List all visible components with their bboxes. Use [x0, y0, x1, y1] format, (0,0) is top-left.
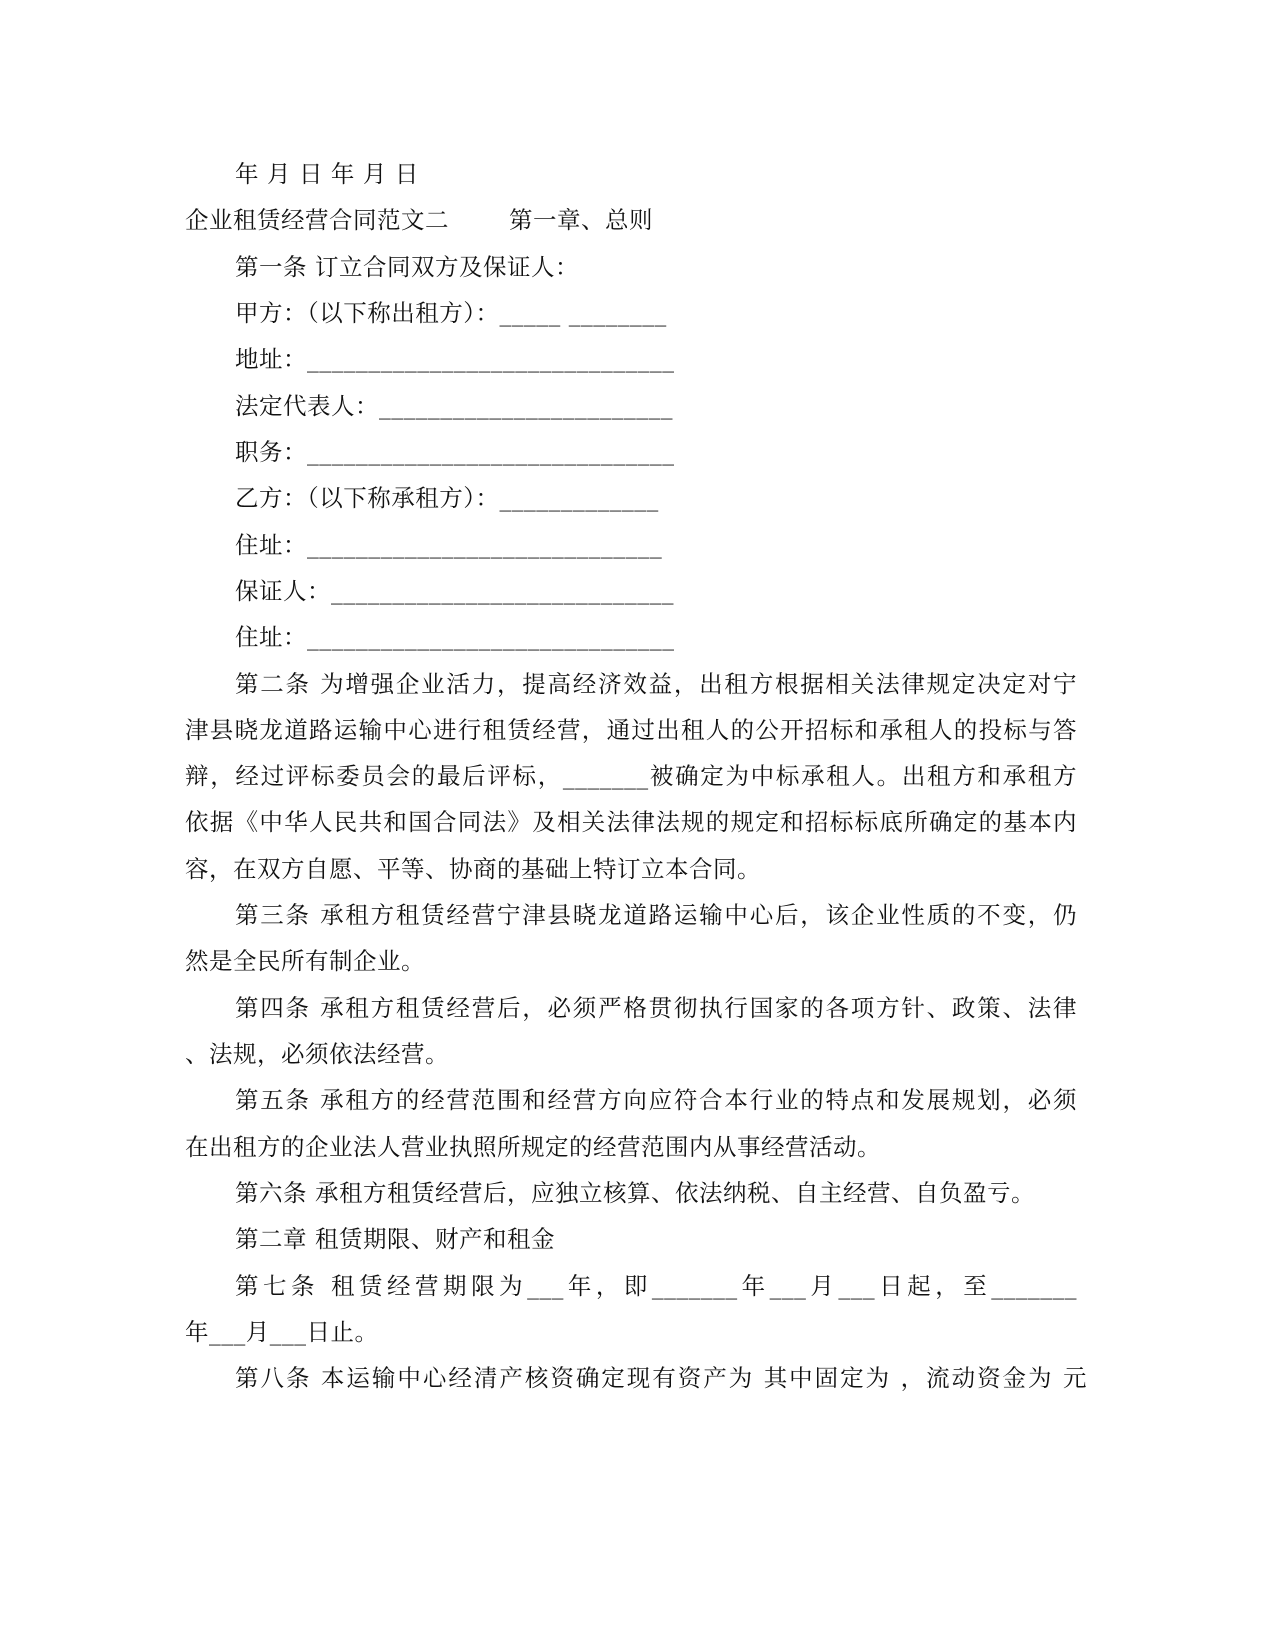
legal-rep-line: 法定代表人：________________________: [235, 392, 673, 420]
article2-line4: 依据《中华人民共和国合同法》及相关法律法规的规定和招标标底所确定的基本内: [185, 808, 1077, 836]
article7-line2: 年___月___日止。: [185, 1318, 379, 1346]
article2-line1: 第二条 为增强企业活力，提高经济效益，出租方根据相关法律规定决定对宁: [235, 670, 1077, 698]
article8-line1: 第八条 本运输中心经清产核资确定现有资产为 其中固定为 ，流动资金为 元: [235, 1364, 1087, 1392]
chapter2-title: 第二章 租赁期限、财产和租金: [235, 1225, 555, 1253]
address-a-line: 地址：______________________________: [235, 345, 675, 373]
article3-line2: 然是全民所有制企业。: [185, 947, 425, 975]
date-line: 年 月 日 年 月 日: [235, 160, 419, 188]
article2-line5: 容，在双方自愿、平等、协商的基础上特订立本合同。: [185, 855, 761, 883]
article2-line2: 津县晓龙道路运输中心进行租赁经营，通过出租人的公开招标和承租人的投标与答: [185, 716, 1077, 744]
article4-line2: 、法规，必须依法经营。: [185, 1040, 449, 1068]
document-title: 企业租赁经营合同范文二: [185, 206, 449, 234]
chapter1-title: 第一章、总则: [509, 206, 653, 234]
position-line: 职务：______________________________: [235, 438, 675, 466]
party-a-line: 甲方：（以下称出租方）：_____ ________: [235, 299, 667, 327]
article5-line2: 在出租方的企业法人营业执照所规定的经营范围内从事经营活动。: [185, 1133, 881, 1161]
article5-line1: 第五条 承租方的经营范围和经营方向应符合本行业的特点和发展规划，必须: [235, 1086, 1077, 1114]
guarantor-line: 保证人：____________________________: [235, 577, 674, 605]
party-b-line: 乙方：（以下称承租方）：_____________: [235, 484, 659, 512]
guarantor-address-line: 住址：______________________________: [235, 623, 675, 651]
article6-line: 第六条 承租方租赁经营后，应独立核算、依法纳税、自主经营、自负盈亏。: [235, 1179, 1035, 1207]
article7-line1: 第七条 租赁经营期限为___年，即_______年___月___日起，至_______: [235, 1272, 1077, 1300]
article1-title: 第一条 订立合同双方及保证人：: [235, 253, 579, 281]
article2-line3: 辩，经过评标委员会的最后评标，_______被确定为中标承租人。出租方和承租方: [185, 762, 1077, 790]
header-line: [185, 204, 653, 236]
address-b-line: 住址：_____________________________: [235, 531, 663, 559]
article3-line1: 第三条 承租方租赁经营宁津县晓龙道路运输中心后，该企业性质的不变，仍: [235, 901, 1077, 929]
article4-line1: 第四条 承租方租赁经营后，必须严格贯彻执行国家的各项方针、政策、法律: [235, 994, 1077, 1022]
